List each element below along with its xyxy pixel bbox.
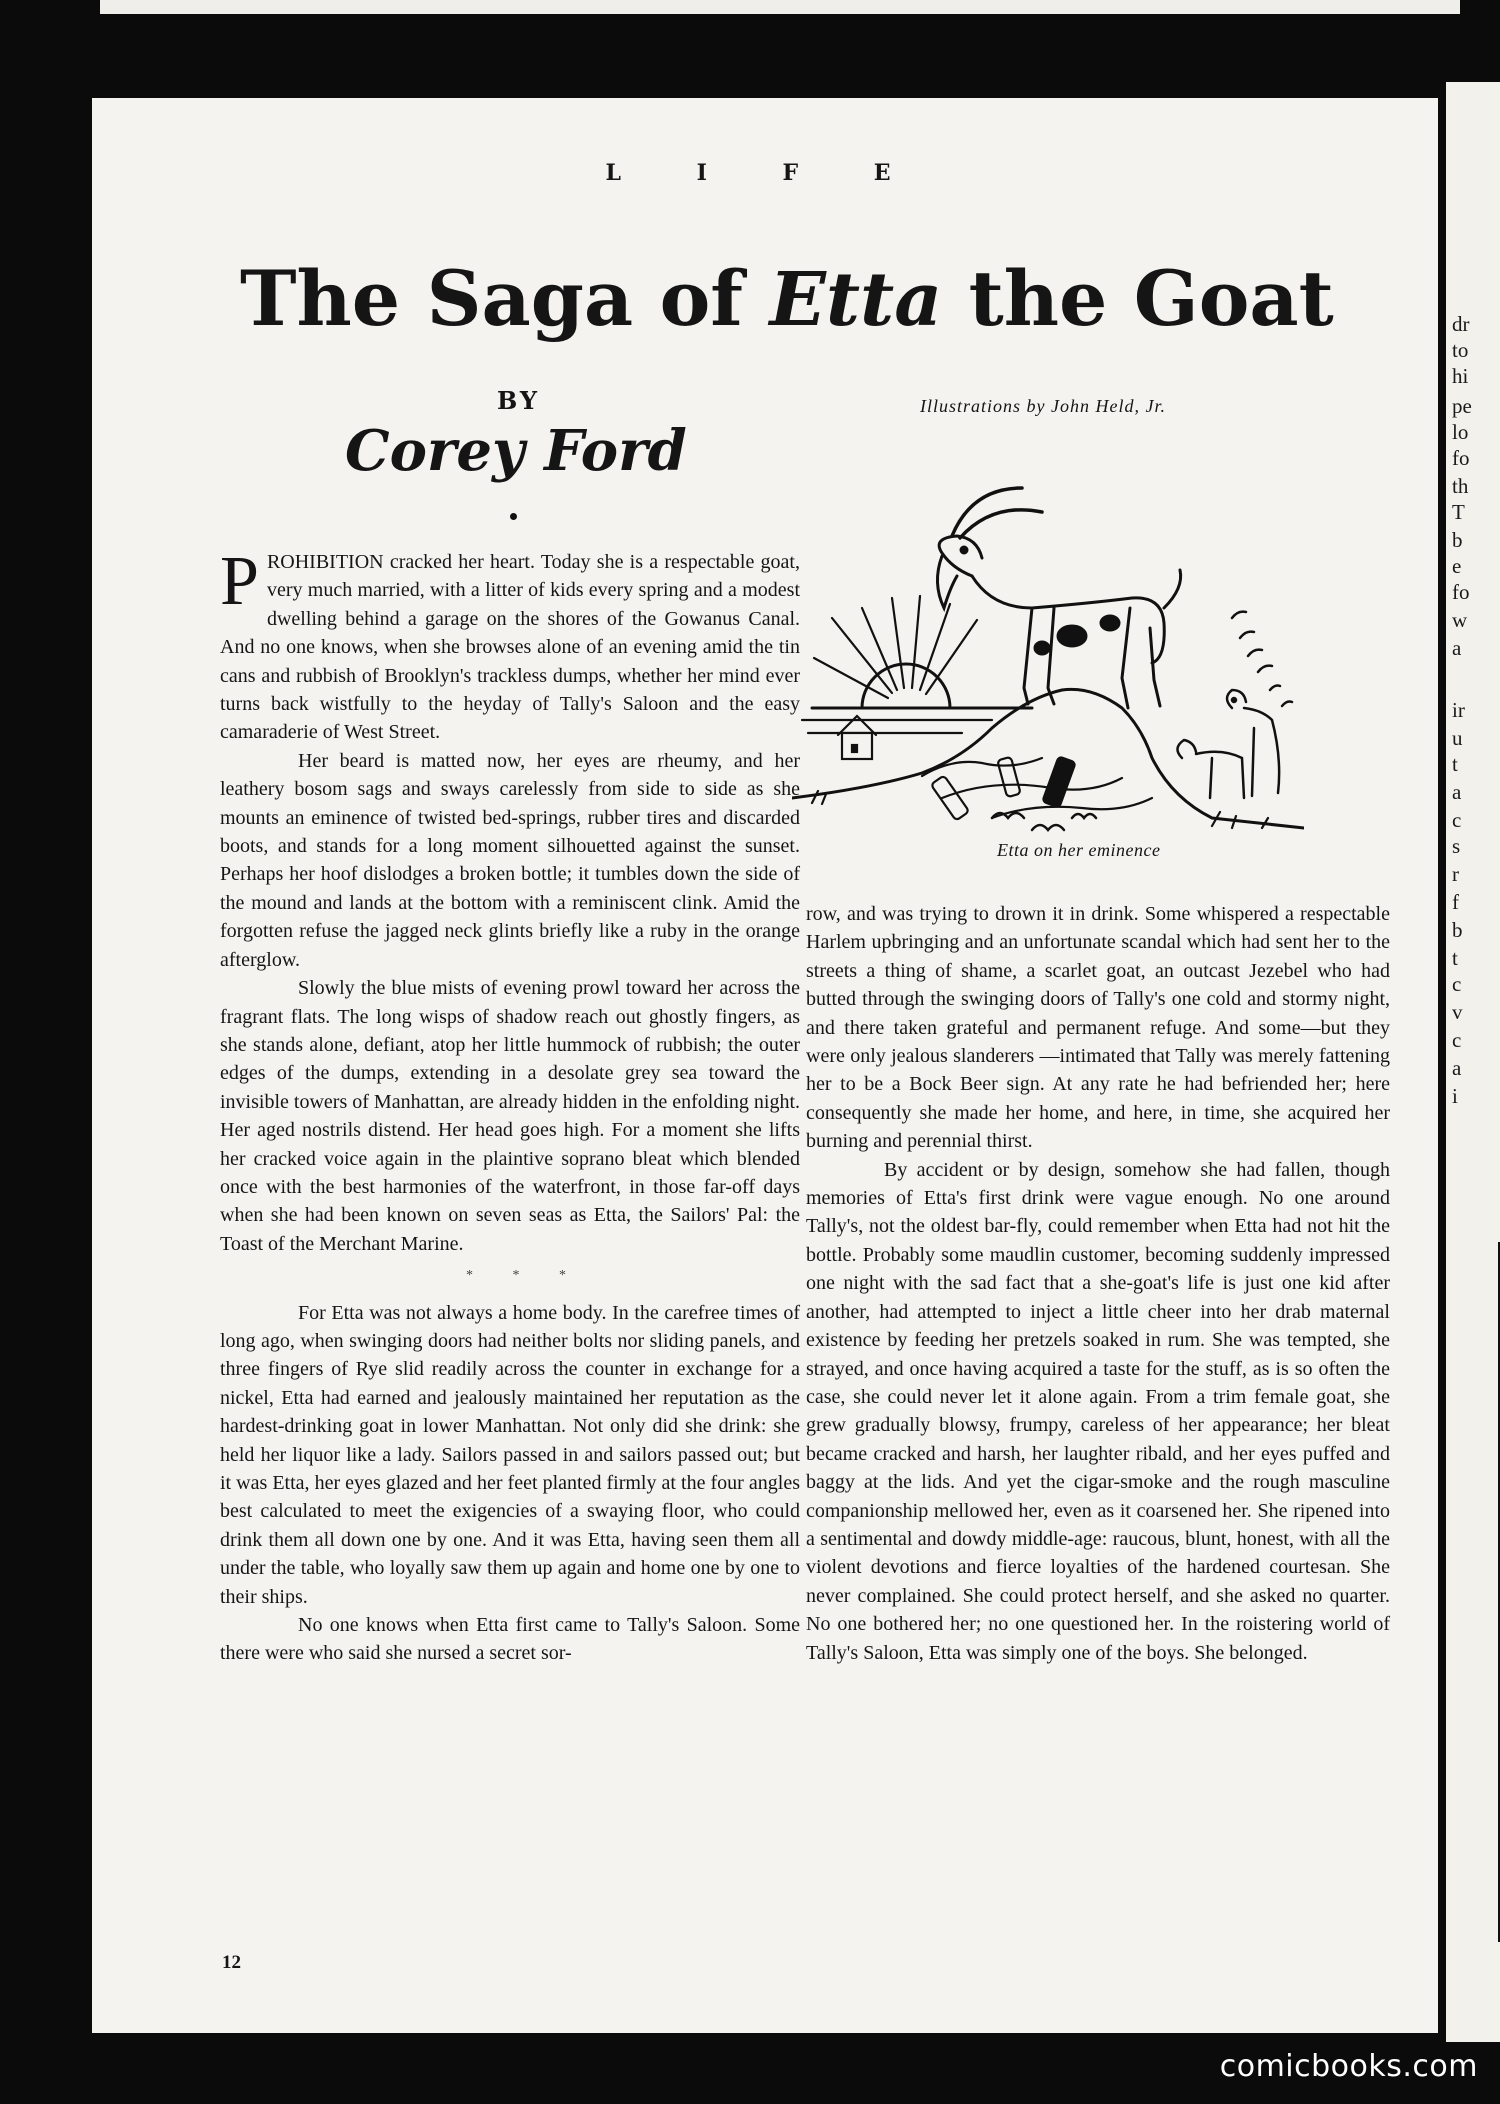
adjacent-page-text-fragment: s — [1452, 834, 1461, 858]
adjacent-page-text-fragment: r — [1452, 862, 1459, 886]
title-part-1: The Saga of — [240, 254, 770, 343]
byline-author: Corey Ford — [345, 418, 687, 484]
goat-icon — [937, 488, 1180, 708]
paragraph: For Etta was not always a home body. In the carefree times of long ago, when swinging doors had neither bolts nor sliding panels, and three fingers of Rye slid readily across the counter in exchange for a nickel, Etta had earned and jealously maintained her reputation as the hardest-drinking goat in lower Manhattan. Not only did she drink: she held her liquor like a lady. Sailors passed in and sailors passed out; but it was Etta, her eyes glazed and her feet planted firmly at the four angles best calculated to meet the exigencies of a swaying floor, who could drink them all down one by one. And it was Etta, having seen them all under the table, who loyally saw them up again and home one by one to their ships. — [220, 1301, 800, 1608]
adjacent-page-text-fragment: to — [1452, 338, 1469, 362]
adjacent-page-text-fragment: f — [1452, 890, 1459, 914]
house-icon — [838, 716, 876, 759]
adjacent-page-text-fragment: fo — [1452, 446, 1470, 470]
adjacent-page-text-fragment: a — [1452, 780, 1462, 804]
kid-goat-icon — [1177, 690, 1279, 798]
title-name: Etta — [769, 257, 943, 343]
adjacent-page-text-fragment: u — [1452, 726, 1463, 750]
title-part-2: the Goat — [942, 254, 1334, 343]
paragraph-text: ROHIBITION cracked her heart. Today she is a respectable goat, very much married, with a litter of kids every spring and a modest dwelling behind a garage on the shores of the Gowanus Canal. And no one knows, when she browses alone of an evening amid the tin cans and rubbish of Brooklyn's trackless dumps, whether her mind ever turns back wistfully to the heyday of Tally's Saloon and the easy camaraderie of West Street. — [220, 551, 800, 744]
adjacent-page-text-fragment: c — [1452, 972, 1462, 996]
byline-by: BY — [497, 386, 540, 415]
adjacent-page-text-fragment: v — [1452, 1000, 1463, 1024]
goat-illustration — [792, 458, 1304, 858]
drop-cap: P — [220, 543, 259, 620]
illustration-caption: Etta on her eminence — [997, 840, 1161, 860]
adjacent-page-text-fragment: b — [1452, 528, 1463, 552]
paragraph: No one knows when Etta first came to Tally's Saloon. Some there were who said she nursed a secret sor- — [220, 1614, 800, 1665]
adjacent-page-text-fragment: fo — [1452, 580, 1470, 604]
spring-icon — [992, 813, 1096, 830]
masthead: L I F E — [605, 160, 925, 186]
left-column — [220, 543, 800, 1668]
adjacent-page-text-fragment: dr — [1452, 312, 1470, 336]
adjacent-page-text-fragment: c — [1452, 808, 1462, 832]
adjacent-page-text-fragment: pe — [1452, 394, 1472, 418]
paragraph: row, and was trying to drown it in drink. Some whispered a respectable Harlem upbringing and an unfortunate scandal which had sent her to the streets a thing of shame, a scarlet goat, an outcast Jezebel who had butted through the swinging doors of Tally's one cold and stormy night, and there taken grateful and permanent refuge. And some—but they were only jealous slanderers —intimated that Tally was merely fattening her to be a Bock Beer sign. At any rate he had befriended her; here consequently she made her home, and here, in time, she acquired her burning and perennial thirst. — [806, 903, 1390, 1153]
adjacent-page-text-fragment: c — [1452, 1028, 1462, 1052]
paragraph: By accident or by design, somehow she had fallen, though memories of Etta's first drink were vague enough. No one around Tally's, not the oldest bar-fly, could remember when Etta had not hit the bottle. Probably some maudlin customer, becoming suddenly impressed one night with the sad fact that a she-goat's life is just one kid after another, had attempted to inject a little cheer into her drab maternal existence by feeding her pretzels soaked in rum. She was tempted, she strayed, and once having acquired a taste for the stuff, as is so often the case, she could never let it alone again. From a trim female goat, she grew gradually blowsy, frumpy, careless of her appearance; her bleat became cracked and harsh, her laughter ribald, and her eyes puffed and baggy at the lids. And yet the cigar-smoke and the rough masculine companionship mellowed her, even as it coarsened her. She ripened into a sentimental and dowdy middle-age: raucous, blunt, honest, with all the violent devotions and fierce loyalties of the hardened courtesan. She never complained. She could protect herself, and she asked no quarter. No one bothered her; no one questioned her. In the roistering world of Tally's Saloon, Etta was simply one of the boys. She belonged. — [806, 1158, 1390, 1664]
sun-rays-icon — [814, 596, 977, 698]
adjacent-page-text-fragment: hi — [1452, 364, 1469, 388]
watermark: comicbooks.com — [1219, 2049, 1478, 2084]
article-title — [240, 254, 1390, 343]
adjacent-page-text-fragment: lo — [1452, 420, 1469, 444]
right-column — [806, 900, 1390, 1667]
section-break-stars: * * * — [466, 1268, 584, 1284]
adjacent-page-text-fragment: b — [1452, 918, 1463, 942]
adjacent-page-text-fragment: w — [1452, 608, 1468, 632]
page-number: 12 — [222, 1952, 241, 1973]
adjacent-page-text-fragment: ir — [1452, 698, 1465, 722]
ornament-bullet — [510, 513, 517, 520]
magazine-page — [92, 98, 1438, 2033]
adjacent-page — [1446, 82, 1500, 2042]
adjacent-page-text-fragment: i — [1452, 1084, 1458, 1108]
adjacent-page-text-fragment: t — [1452, 752, 1458, 776]
paragraph: Her beard is matted now, her eyes are rheumy, and her leathery bosom sags and sways carelessly from side to side as she mounts an eminence of twisted bed-springs, rubber tires and discarded boots, and stands for a long moment silhouetted against the sunset. Perhaps her hoof dislodges a broken bottle; it tumbles down the side of the mound and lands at the bottom with a reminiscent clink. Amid the forgotten refuse the jagged neck glints briefly like a ruby in the orange afterglow. — [220, 749, 800, 971]
adjacent-page-text-fragment: T — [1452, 500, 1465, 524]
adjacent-page-text-fragment: th — [1452, 474, 1469, 498]
illustration-credit: Illustrations by John Held, Jr. — [920, 396, 1166, 416]
adjacent-page-text-fragment: e — [1452, 554, 1462, 578]
adjacent-page-text-fragment: a — [1452, 1056, 1462, 1080]
paragraph — [220, 543, 800, 747]
previous-page-edge — [100, 0, 1460, 14]
adjacent-page-text-fragment: a — [1452, 636, 1462, 660]
paragraph: Slowly the blue mists of evening prowl toward her across the fragrant flats. The long wisps of shadow reach out ghostly fingers, as she stands alone, defiant, atop her little hummock of rubbish; the outer edges of the dumps, extending in a desolate grey sea toward the invisible towers of Manhattan, are already hidden in the enfolding night. Her aged nostrils distend. Her head goes high. For a moment she lifts her cracked voice again in the plaintive soprano bleat which blended once with the best harmonies of the waterfront, in those far-off days when she had been known on seven seas as Etta, the Sailors' Pal: the Toast of the Merchant Marine. — [220, 977, 800, 1255]
adjacent-page-text-fragment: t — [1452, 946, 1458, 970]
